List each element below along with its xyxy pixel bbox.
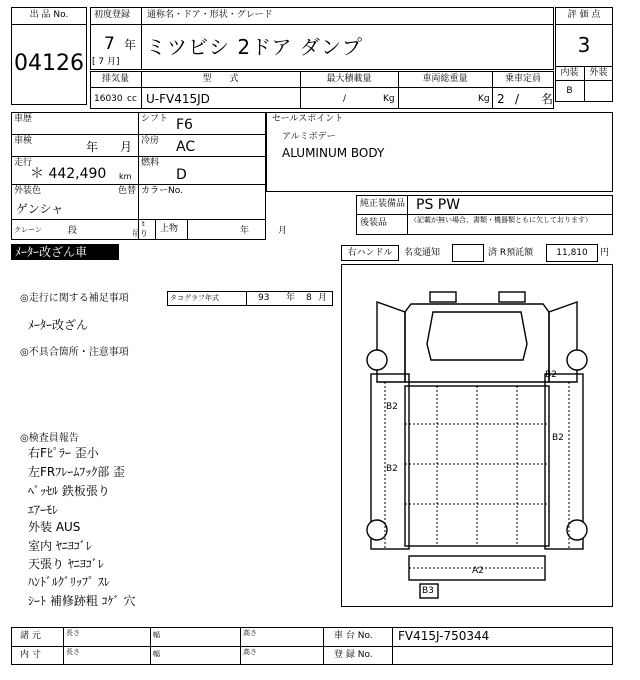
model-label: 型 式: [202, 74, 239, 84]
damage-mark: B3: [422, 586, 434, 596]
mileage-label: 走行: [14, 158, 33, 168]
damage-mark: B2: [386, 402, 398, 412]
truck-diagram: [341, 264, 613, 607]
length-label: 長さ: [66, 629, 80, 637]
displacement-label: 排気量: [101, 74, 129, 84]
tachograph-month-unit: 月: [318, 293, 328, 303]
grade-value: 3: [577, 33, 591, 57]
naisun-label: 内 寸: [20, 650, 41, 660]
chassis-no: FV415J-750344: [398, 629, 490, 643]
inspector-line: 天張り ﾔﾆﾖｺﾞﾚ: [28, 557, 104, 571]
shoho-label: 諸 元: [20, 631, 41, 641]
cc-unit: cc: [127, 94, 137, 104]
shift-value: F6: [176, 117, 193, 133]
km-unit: km: [119, 172, 132, 181]
inspector-title: ◎検査員報告: [20, 433, 79, 444]
crane-label: クレーン: [14, 226, 42, 234]
aftermarket-note: （記載が無い場合、書類・機器類ともに欠しております）: [410, 216, 592, 224]
mount-month: 月: [278, 226, 288, 236]
car-name-label: 通称名・ドア・形状・グレード: [147, 10, 273, 20]
capacity-label: 乗車定員: [504, 74, 541, 84]
inspector-line: 右Fﾋﾟﾗｰ 歪小: [28, 446, 99, 460]
tachograph-year: 93: [258, 293, 270, 303]
name-change-label: 名変通知: [404, 248, 441, 258]
damage-mark: A2: [472, 566, 484, 576]
capacity: 2: [497, 92, 505, 106]
yen-unit: 円: [600, 248, 610, 258]
fuel-label: 燃料: [141, 158, 160, 168]
exterior-label: 外装: [589, 68, 608, 78]
mount-label: 上物: [160, 224, 179, 234]
width-label: 幅: [153, 650, 160, 658]
damage-mark: B2: [545, 370, 557, 380]
tachograph-label: タコグラフ年式: [170, 294, 219, 302]
ac-label: 冷房: [141, 136, 160, 146]
mount-year: 年: [240, 226, 250, 236]
crane-dan: 段: [68, 226, 78, 236]
model: U-FV415JD: [146, 92, 210, 106]
crane-t: t: [142, 220, 145, 228]
shift-label: シフト: [141, 114, 169, 124]
height-label: 高さ: [243, 648, 257, 656]
tachograph-year-unit: 年: [286, 293, 296, 303]
inspector-line: ｼｰﾄ 補修跡粗 ｺｹﾞ 穴: [28, 594, 136, 608]
inspector-line: 左FRﾌﾚｰﾑﾌｯｸ部 歪: [28, 465, 126, 479]
inspector-line: ﾊﾝﾄﾞﾙｸﾞﾘｯﾌﾟ ｽﾚ: [28, 575, 110, 589]
lot-no-label: 出 品 No.: [29, 10, 69, 20]
interior-grade: B: [566, 86, 573, 96]
gross-weight-label: 車両総重量: [422, 74, 468, 84]
inspection-month: 月: [120, 140, 133, 154]
grade-label: 評 価 点: [567, 10, 601, 20]
equipment-value: PS PW: [416, 197, 461, 213]
damage-mark: B2: [386, 464, 398, 474]
fuel-value: D: [176, 167, 187, 183]
first-reg-year: 7: [104, 34, 115, 54]
height-label: 高さ: [243, 629, 257, 637]
car-name: ミツビシ 2ドア ダンプ: [146, 35, 364, 59]
max-load-label: 最大積載量: [326, 74, 372, 84]
ext-color: ゲンシャ: [16, 202, 64, 216]
recycle-amount: 11,810: [556, 248, 588, 258]
tachograph-month: 8: [306, 293, 312, 303]
name-change-box: [452, 244, 484, 262]
sales-point-1: アルミボデー: [282, 132, 336, 142]
gross-weight-unit: Kg: [478, 94, 490, 104]
aftermarket-label: 後装品: [360, 218, 388, 228]
ext-color-label: 外装色: [14, 186, 42, 196]
first-reg-label: 初度登録: [94, 10, 131, 20]
length-label: 長さ: [66, 648, 80, 656]
recycle-label: 済 R預託額: [488, 248, 534, 258]
chassis-label: 車 台 No.: [334, 631, 373, 641]
capacity-slash: /: [515, 92, 520, 106]
color-change-label: 色替: [118, 186, 137, 196]
inspector-line: 室内 ﾔﾆﾖｺﾞﾚ: [28, 539, 92, 553]
sales-point-2: ALUMINUM BODY: [282, 146, 385, 160]
history-label: 車歴: [14, 114, 33, 124]
defects-title: ◎不具合箇所・注意事項: [20, 347, 129, 358]
inspector-line: ﾍﾞｯｾﾙ 鉄板張り: [28, 484, 110, 498]
driving-title: ◎走行に関する補足事項: [20, 293, 129, 304]
first-reg-month: [ 7 月]: [92, 57, 120, 67]
inspection-year: 年: [86, 140, 99, 154]
damage-mark: B2: [552, 433, 564, 443]
driving-note: ﾒｰﾀｰ改ざん: [28, 318, 89, 332]
ac-value: AC: [176, 139, 196, 155]
color-code-label: カラーNo.: [141, 186, 183, 196]
displacement: 16030: [94, 94, 123, 104]
equipment-label: 純正装備品: [360, 199, 406, 209]
inspector-line: 外装 AUS: [28, 520, 81, 534]
inspector-line: ｴｱｰﾓﾚ: [28, 503, 59, 517]
max-load-unit: Kg: [383, 94, 395, 104]
interior-label: 内装: [560, 68, 579, 78]
alert-banner: ﾒｰﾀｰ改ざん車: [11, 244, 119, 260]
lot-no: 04126: [14, 51, 84, 76]
crane-tsuri: 吊り: [132, 229, 148, 238]
mileage-value: ＊ 442,490: [30, 166, 107, 182]
first-reg-year-unit: 年: [124, 38, 137, 52]
sales-point-label: セールスポイント: [272, 114, 344, 124]
inspection-label: 車検: [14, 136, 33, 146]
handle: 右ハンドル: [347, 248, 393, 258]
reg-label: 登 録 No.: [334, 650, 373, 660]
capacity-unit: 名: [541, 92, 554, 106]
width-label: 幅: [153, 631, 160, 639]
max-load: /: [343, 94, 347, 104]
